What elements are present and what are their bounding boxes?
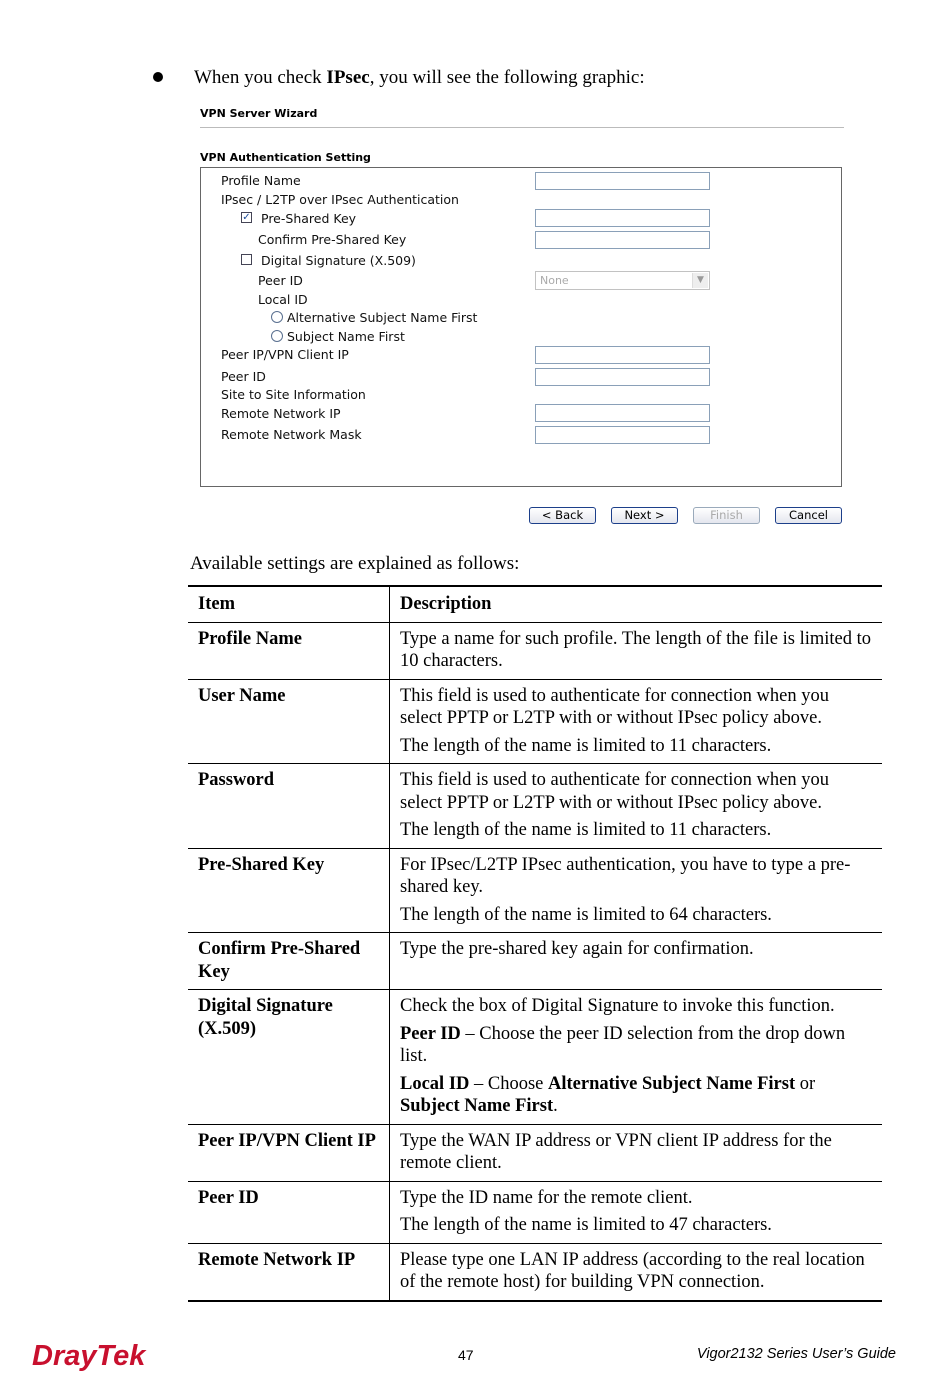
confirm-psk-input[interactable] bbox=[535, 231, 710, 249]
table-row bbox=[188, 933, 882, 990]
header-description: Description bbox=[400, 594, 492, 614]
intro-text: When you check IPsec, you will see the following graphic: bbox=[194, 67, 645, 88]
row-item: Peer IP/VPN Client IP bbox=[188, 1124, 390, 1181]
row-item: Profile Name bbox=[188, 622, 390, 679]
checkmark-icon: ✓ bbox=[242, 212, 251, 223]
row-description: This field is used to authenticate for connection when you select PPTP or L2TP with or without IPsec policy above. The length of the name is limited to 11 characters. bbox=[400, 685, 829, 756]
site-info-label: Site to Site Information bbox=[221, 387, 366, 402]
remote-ip-label: Remote Network IP bbox=[221, 406, 341, 421]
bullet-icon bbox=[153, 72, 163, 82]
peer-ip-label: Peer IP/VPN Client IP bbox=[221, 347, 349, 362]
peer-id-select[interactable]: None ▼ bbox=[535, 271, 710, 290]
profile-name-label: Profile Name bbox=[221, 173, 301, 188]
finish-button: Finish bbox=[693, 507, 760, 524]
confirm-psk-label: Confirm Pre-Shared Key bbox=[258, 232, 407, 247]
next-button[interactable]: Next > bbox=[611, 507, 678, 524]
row-description: Type the ID name for the remote client. The length of the name is limited to 47 characters. bbox=[400, 1187, 772, 1235]
remote-ip-input[interactable] bbox=[535, 404, 710, 422]
row-description: For IPsec/L2TP IPsec authentication, you have to type a pre-shared key. The length of the name is limited to 64 characters. bbox=[400, 854, 851, 925]
table-row bbox=[188, 990, 882, 1125]
header-item: Item bbox=[188, 586, 390, 622]
row-item: Password bbox=[188, 764, 390, 849]
guide-title: Vigor2132 Series User’s Guide bbox=[696, 1346, 896, 1362]
row-description: This field is used to authenticate for connection when you select PPTP or L2TP with or without IPsec policy above. The length of the name is limited to 11 characters. bbox=[400, 770, 829, 840]
row-description: Type a name for such profile. The length of the file is limited to 10 characters. bbox=[400, 628, 872, 671]
row-item: Confirm Pre-Shared Key bbox=[188, 933, 390, 990]
pre-shared-key-label: Pre-Shared Key bbox=[261, 211, 357, 226]
auth-method-label: IPsec / L2TP over IPsec Authentication bbox=[221, 192, 459, 207]
remote-mask-input[interactable] bbox=[535, 426, 710, 444]
page-number: 47 bbox=[458, 1347, 474, 1363]
table-header-row bbox=[188, 586, 882, 622]
remote-mask-label: Remote Network Mask bbox=[221, 427, 362, 442]
local-id-label: Local ID bbox=[258, 292, 308, 307]
subject-first-label: Subject Name First bbox=[287, 329, 405, 344]
peer-id-label: Peer ID bbox=[258, 273, 303, 288]
table-row bbox=[188, 1181, 882, 1243]
table-row bbox=[188, 1124, 882, 1181]
row-item: Pre-Shared Key bbox=[188, 848, 390, 933]
row-description: Type the pre-shared key again for confirmation. bbox=[400, 939, 754, 959]
draytek-logo: DrayTek bbox=[32, 1340, 146, 1372]
subject-first-radio[interactable] bbox=[271, 330, 283, 342]
row-item: User Name bbox=[188, 679, 390, 764]
cancel-button[interactable]: Cancel bbox=[775, 507, 842, 524]
peer-ip-input[interactable] bbox=[535, 346, 710, 364]
alt-subject-label: Alternative Subject Name First bbox=[287, 310, 478, 325]
profile-name-input[interactable] bbox=[535, 172, 710, 190]
row-description: Please type one LAN IP address (according to the real location of the remote host) for building VPN connection. bbox=[400, 1249, 865, 1292]
available-settings-text: Available settings are explained as follows: bbox=[190, 553, 520, 574]
table-row bbox=[188, 679, 882, 764]
row-item: Remote Network IP bbox=[188, 1243, 390, 1301]
row-item: Digital Signature (X.509) bbox=[188, 990, 390, 1125]
wizard-divider bbox=[200, 127, 844, 128]
row-description: Type the WAN IP address or VPN client IP address for the remote client. bbox=[400, 1130, 832, 1173]
table-row bbox=[188, 848, 882, 933]
peer-id2-label: Peer ID bbox=[221, 369, 266, 384]
table-row bbox=[188, 622, 882, 679]
settings-table bbox=[188, 585, 882, 1302]
digital-signature-checkbox[interactable] bbox=[241, 254, 252, 265]
back-button[interactable]: < Back bbox=[529, 507, 596, 524]
wizard-title: VPN Server Wizard bbox=[200, 107, 318, 120]
chevron-down-icon: ▼ bbox=[692, 273, 708, 288]
table-row bbox=[188, 764, 882, 849]
pre-shared-key-input[interactable] bbox=[535, 209, 710, 227]
pre-shared-key-checkbox[interactable] bbox=[241, 212, 252, 223]
alt-subject-radio[interactable] bbox=[271, 311, 283, 323]
peer-id2-input[interactable] bbox=[535, 368, 710, 386]
digital-signature-label: Digital Signature (X.509) bbox=[261, 253, 416, 268]
row-item: Peer ID bbox=[188, 1181, 390, 1243]
wizard-section-title: VPN Authentication Setting bbox=[200, 151, 371, 164]
table-row bbox=[188, 1243, 882, 1301]
row-description: Check the box of Digital Signature to invoke this function. Peer ID – Choose the peer ID selection from the drop down list. Local ID – Choose Alternative Subject Name First or Subject Name First. bbox=[400, 996, 846, 1116]
